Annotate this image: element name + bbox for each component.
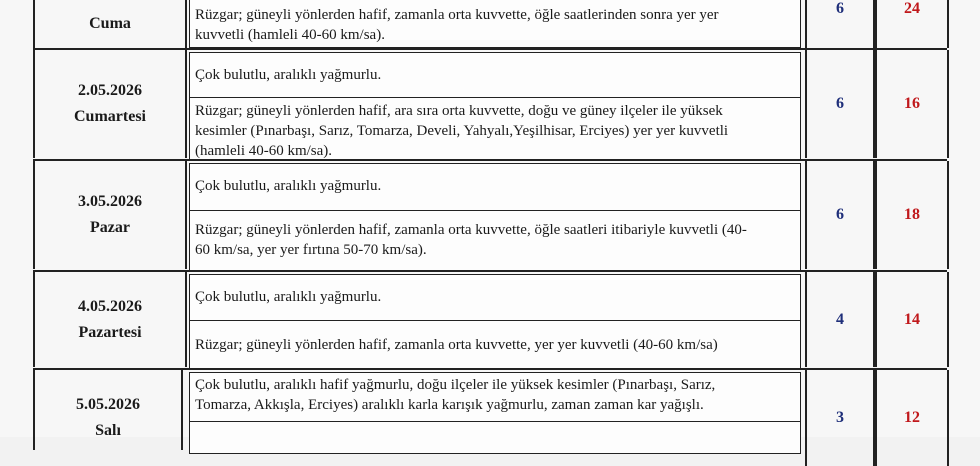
day-name: Cuma xyxy=(89,15,131,32)
cell-separator xyxy=(190,320,800,321)
date: 5.05.2026 xyxy=(76,396,140,413)
day-name: Pazar xyxy=(90,219,130,236)
min-temp: 6 xyxy=(805,0,875,48)
cell-separator xyxy=(190,97,800,98)
cell-separator xyxy=(190,421,800,422)
day-name: Pazartesi xyxy=(78,323,142,341)
wind-text: Rüzgar; güneyli yönlerden hafif, zamanla orta kuvvette, öğle saatleri itibariyle kuvvetli (40- xyxy=(195,222,747,238)
max-temp: 24 xyxy=(875,0,949,48)
day-name: Cumartesi xyxy=(74,108,146,125)
sky-text: Çok bulutlu, aralıklı hafif yağmurlu, doğu ilçeler ile yüksek kesimler (Pınarbaşı, Sarız, xyxy=(195,377,716,393)
wind-text: Rüzgar; güneyli yönlerden hafif, zamanla orta kuvvette, yer yer kuvvetli (40-60 km/sa) xyxy=(195,337,718,353)
day-cell xyxy=(33,272,187,367)
sky-text: Çok bulutlu, aralıklı yağmurlu. xyxy=(195,289,382,305)
description-cell xyxy=(189,0,801,48)
wind-text: Rüzgar; güneyli yönlerden hafif, zamanla orta kuvvette, öğle saatlerinden sonra yer yer xyxy=(195,7,719,23)
min-temp: 6 xyxy=(805,50,875,158)
max-temp: 16 xyxy=(875,50,949,158)
max-temp: 14 xyxy=(875,272,949,367)
min-temp: 3 xyxy=(805,370,875,466)
date: 2.05.2026 xyxy=(78,82,142,99)
min-temp: 4 xyxy=(805,272,875,367)
description-cell xyxy=(189,52,801,160)
description-cell xyxy=(189,163,801,271)
sky-text: Tomarza, Akkışla, Erciyes) aralıklı karla karışık yağmurlu, zaman zaman kar yağışlı. xyxy=(195,397,704,413)
day-cell xyxy=(33,0,187,48)
day-cell xyxy=(33,370,183,450)
sky-text: Çok bulutlu, aralıklı yağmurlu. xyxy=(195,178,382,194)
cell-separator xyxy=(190,210,800,211)
sky-text: Çok bulutlu, aralıklı yağmurlu. xyxy=(195,67,382,83)
wind-text: Rüzgar; güneyli yönlerden hafif, ara sıra orta kuvvette, doğu ve güney ilçeler ile yüksek xyxy=(195,103,723,119)
day-cell xyxy=(33,50,187,158)
day-cell xyxy=(33,161,187,269)
wind-text: kuvvetli (hamleli 40-60 km/sa). xyxy=(195,27,385,43)
min-temp: 6 xyxy=(805,161,875,269)
wind-text: kesimler (Pınarbaşı, Sarız, Tomarza, Develi, Yahyalı,Yeşilhisar, Erciyes) yer yer kuvvetli xyxy=(195,123,729,139)
wind-text: (hamleli 40-60 km/sa). xyxy=(195,143,333,159)
description-cell xyxy=(189,274,801,369)
date: 4.05.2026 xyxy=(78,297,142,315)
wind-text: 60 km/sa, yer yer fırtına 50-70 km/sa). xyxy=(195,242,427,258)
day-name: Salı xyxy=(95,422,121,439)
max-temp: 18 xyxy=(875,161,949,269)
max-temp: 12 xyxy=(875,370,949,466)
description-cell xyxy=(189,372,801,454)
date: 3.05.2026 xyxy=(78,193,142,210)
